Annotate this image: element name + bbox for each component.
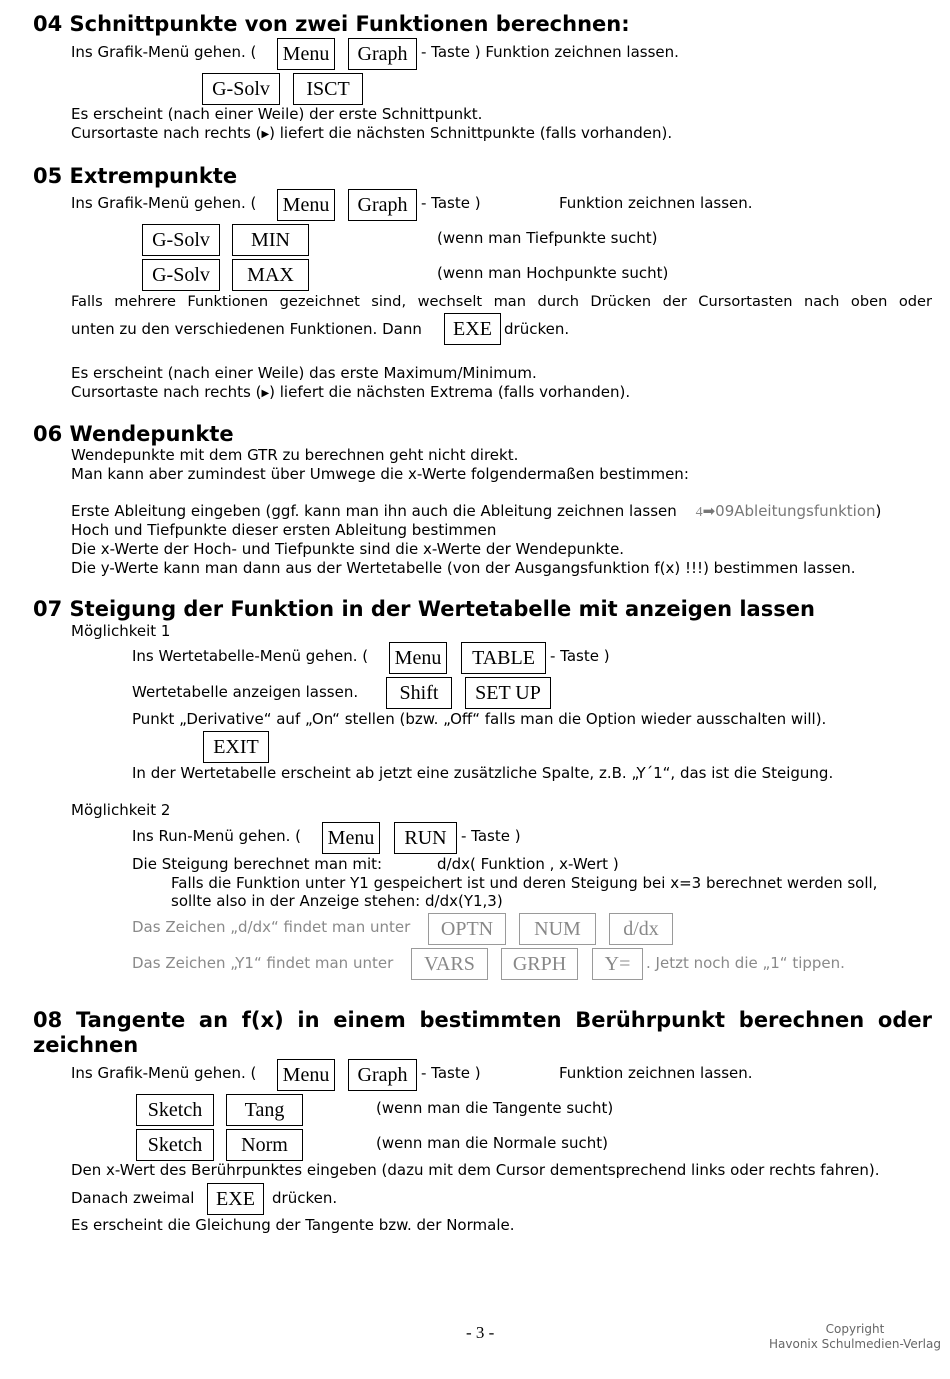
s05-para-b-pre: unten zu den verschiedenen Funktionen. Dann	[71, 320, 422, 338]
s05-line5-pre: Cursortaste nach rechts (	[71, 383, 262, 401]
copyright	[765, 1322, 945, 1352]
s04-line1-post: - Taste ) Funktion zeichnen lassen.	[421, 43, 679, 61]
s07-m2-line3: Falls die Funktion unter Y1 gespeichert ist und deren Steigung bei x=3 berechnet werden soll,	[171, 874, 878, 892]
s07-m2-line1-post: - Taste )	[461, 827, 521, 845]
s07-m2-line6: Das Zeichen „Y1“ findet man unter	[132, 954, 394, 972]
key-tang: Tang	[226, 1094, 303, 1126]
s08-line3-post: drücken.	[272, 1189, 338, 1207]
key-menu: Menu	[389, 642, 447, 674]
s07-m2-line1-pre: Ins Run-Menü gehen. (	[132, 827, 302, 845]
key-exe: EXE	[444, 313, 501, 345]
key-max: MAX	[232, 259, 309, 291]
s06-line2: Man kann aber zumindest über Umwege die x-Werte folgendermaßen bestimmen:	[71, 465, 689, 483]
key-graph: Graph	[348, 1059, 417, 1091]
s06-line1: Wendepunkte mit dem GTR zu berechnen geht nicht direkt.	[71, 446, 519, 464]
key-setup: SET UP	[465, 677, 551, 709]
key-sketch: Sketch	[136, 1094, 214, 1126]
key-gsolv: G-Solv	[142, 224, 220, 256]
key-optn: OPTN	[428, 913, 506, 945]
s07-m2-line6-post: . Jetzt noch die „1“ tippen.	[646, 954, 845, 972]
s08-line2: Den x-Wert des Berührpunktes eingeben (dazu mit dem Cursor dementsprechend links oder rechts fahren).	[71, 1161, 880, 1179]
key-graph: Graph	[348, 38, 417, 70]
section-07-heading: 07 Steigung der Funktion in der Wertetabelle mit anzeigen lassen	[33, 597, 815, 621]
s08-line1-pre: Ins Grafik-Menü gehen. (	[71, 1064, 257, 1082]
key-sketch: Sketch	[136, 1129, 214, 1161]
s07-m2-label: Möglichkeit 2	[71, 801, 171, 819]
key-ddx: d/dx	[609, 913, 673, 945]
section-05-heading: 05 Extrempunkte	[33, 164, 238, 188]
s06-line3-pre: Erste Ableitung eingeben (ggf. kann man ihn auch die Ableitung zeichnen lassen	[71, 502, 677, 520]
s07-m1-line2: Wertetabelle anzeigen lassen.	[132, 683, 359, 701]
s06-line3	[71, 502, 881, 522]
s07-m2-formula: d/dx( Funktion , x-Wert )	[437, 855, 619, 873]
s07-m1-line4: In der Wertetabelle erscheint ab jetzt eine zusätzliche Spalte, z.B. „Y´1“, das ist die Steigung.	[132, 764, 834, 782]
s07-m2-line4: sollte also in der Anzeige stehen: d/dx(Y1,3)	[171, 892, 503, 910]
page-number: - 3 -	[466, 1323, 495, 1342]
key-menu: Menu	[277, 38, 335, 70]
s06-line4: Hoch und Tiefpunkte dieser ersten Ableitung bestimmen	[71, 521, 497, 539]
key-gsolv: G-Solv	[142, 259, 220, 291]
section-04-heading: 04 Schnittpunkte von zwei Funktionen berechnen:	[33, 12, 630, 36]
key-gsolv: G-Solv	[202, 73, 280, 105]
section-08-heading: 08 Tangente an f(x) in einem bestimmten Berührpunkt berechnen oder	[33, 1008, 932, 1032]
key-menu: Menu	[277, 189, 335, 221]
s04-line1-pre: Ins Grafik-Menü gehen. (	[71, 43, 257, 61]
s08-tang-note: (wenn man die Tangente sucht)	[376, 1099, 614, 1117]
s07-m2-line2-pre: Die Steigung berechnet man mit:	[132, 855, 383, 873]
s05-line4: Es erscheint (nach einer Weile) das erste Maximum/Minimum.	[71, 364, 537, 382]
s07-m2-line5: Das Zeichen „d/dx“ findet man unter	[132, 918, 411, 936]
key-exit: EXIT	[203, 731, 269, 763]
key-run: RUN	[394, 822, 457, 854]
key-vars: VARS	[411, 948, 488, 980]
s07-m1-line1-post: - Taste )	[550, 647, 610, 665]
reference-number: 4	[695, 505, 703, 520]
s05-min-note: (wenn man Tiefpunkte sucht)	[437, 229, 658, 247]
key-num: NUM	[519, 913, 596, 945]
key-y-equals: Y=	[592, 948, 643, 980]
key-grph: GRPH	[501, 948, 578, 980]
s08-line1-right: Funktion zeichnen lassen.	[559, 1064, 753, 1082]
s05-line1-pre: Ins Grafik-Menü gehen. (	[71, 194, 257, 212]
s04-line3-pre: Cursortaste nach rechts (	[71, 124, 262, 142]
key-min: MIN	[232, 224, 309, 256]
section-08-heading-cont: zeichnen	[33, 1033, 139, 1057]
s08-line1-post: - Taste )	[421, 1064, 481, 1082]
reference-arrow-icon: ➡	[702, 502, 716, 520]
s05-max-note: (wenn man Hochpunkte sucht)	[437, 264, 669, 282]
s05-para-a: Falls mehrere Funktionen gezeichnet sind, wechselt man durch Drücken der Cursortasten nach oben oder	[71, 293, 932, 310]
triangle-right-icon: ▶	[261, 129, 270, 140]
key-graph: Graph	[348, 189, 417, 221]
s06-line3-post: )	[875, 502, 882, 520]
s04-line3-post: ) liefert die nächsten Schnittpunkte (falls vorhanden).	[269, 124, 673, 142]
s07-m1-label: Möglichkeit 1	[71, 622, 171, 640]
section-06-heading: 06 Wendepunkte	[33, 422, 234, 446]
key-table: TABLE	[461, 642, 546, 674]
key-isct: ISCT	[293, 73, 363, 105]
s05-para-b-post: drücken.	[504, 320, 570, 338]
s04-line3	[71, 124, 672, 144]
s08-line4: Es erscheint die Gleichung der Tangente bzw. der Normale.	[71, 1216, 515, 1234]
reference-link[interactable]: 09Ableitungsfunktion	[715, 502, 876, 520]
copyright-label: Copyright	[825, 1322, 885, 1336]
s07-m1-line1-pre: Ins Wertetabelle-Menü gehen. (	[132, 647, 369, 665]
s05-line5-post: ) liefert die nächsten Extrema (falls vorhanden).	[269, 383, 631, 401]
key-exe: EXE	[207, 1183, 264, 1215]
copyright-publisher: Havonix Schulmedien-Verlag	[769, 1337, 941, 1351]
s05-line1-right: Funktion zeichnen lassen.	[559, 194, 753, 212]
s07-m1-line3: Punkt „Derivative“ auf „On“ stellen (bzw. „Off“ falls man die Option wieder ausschalten will).	[132, 710, 827, 728]
s08-norm-note: (wenn man die Normale sucht)	[376, 1134, 608, 1152]
triangle-right-icon: ▶	[261, 388, 270, 399]
s05-line1-post: - Taste )	[421, 194, 481, 212]
key-norm: Norm	[226, 1129, 303, 1161]
s05-line5	[71, 383, 630, 403]
s04-line2: Es erscheint (nach einer Weile) der erste Schnittpunkt.	[71, 105, 483, 123]
s06-line6: Die y-Werte kann man dann aus der Wertetabelle (von der Ausgangsfunktion f(x) !!!) bestimmen lassen.	[71, 559, 856, 577]
key-menu: Menu	[277, 1059, 335, 1091]
key-shift: Shift	[386, 677, 452, 709]
s08-line3-pre: Danach zweimal	[71, 1189, 195, 1207]
s06-line5: Die x-Werte der Hoch- und Tiefpunkte sind die x-Werte der Wendepunkte.	[71, 540, 625, 558]
key-menu: Menu	[322, 822, 380, 854]
